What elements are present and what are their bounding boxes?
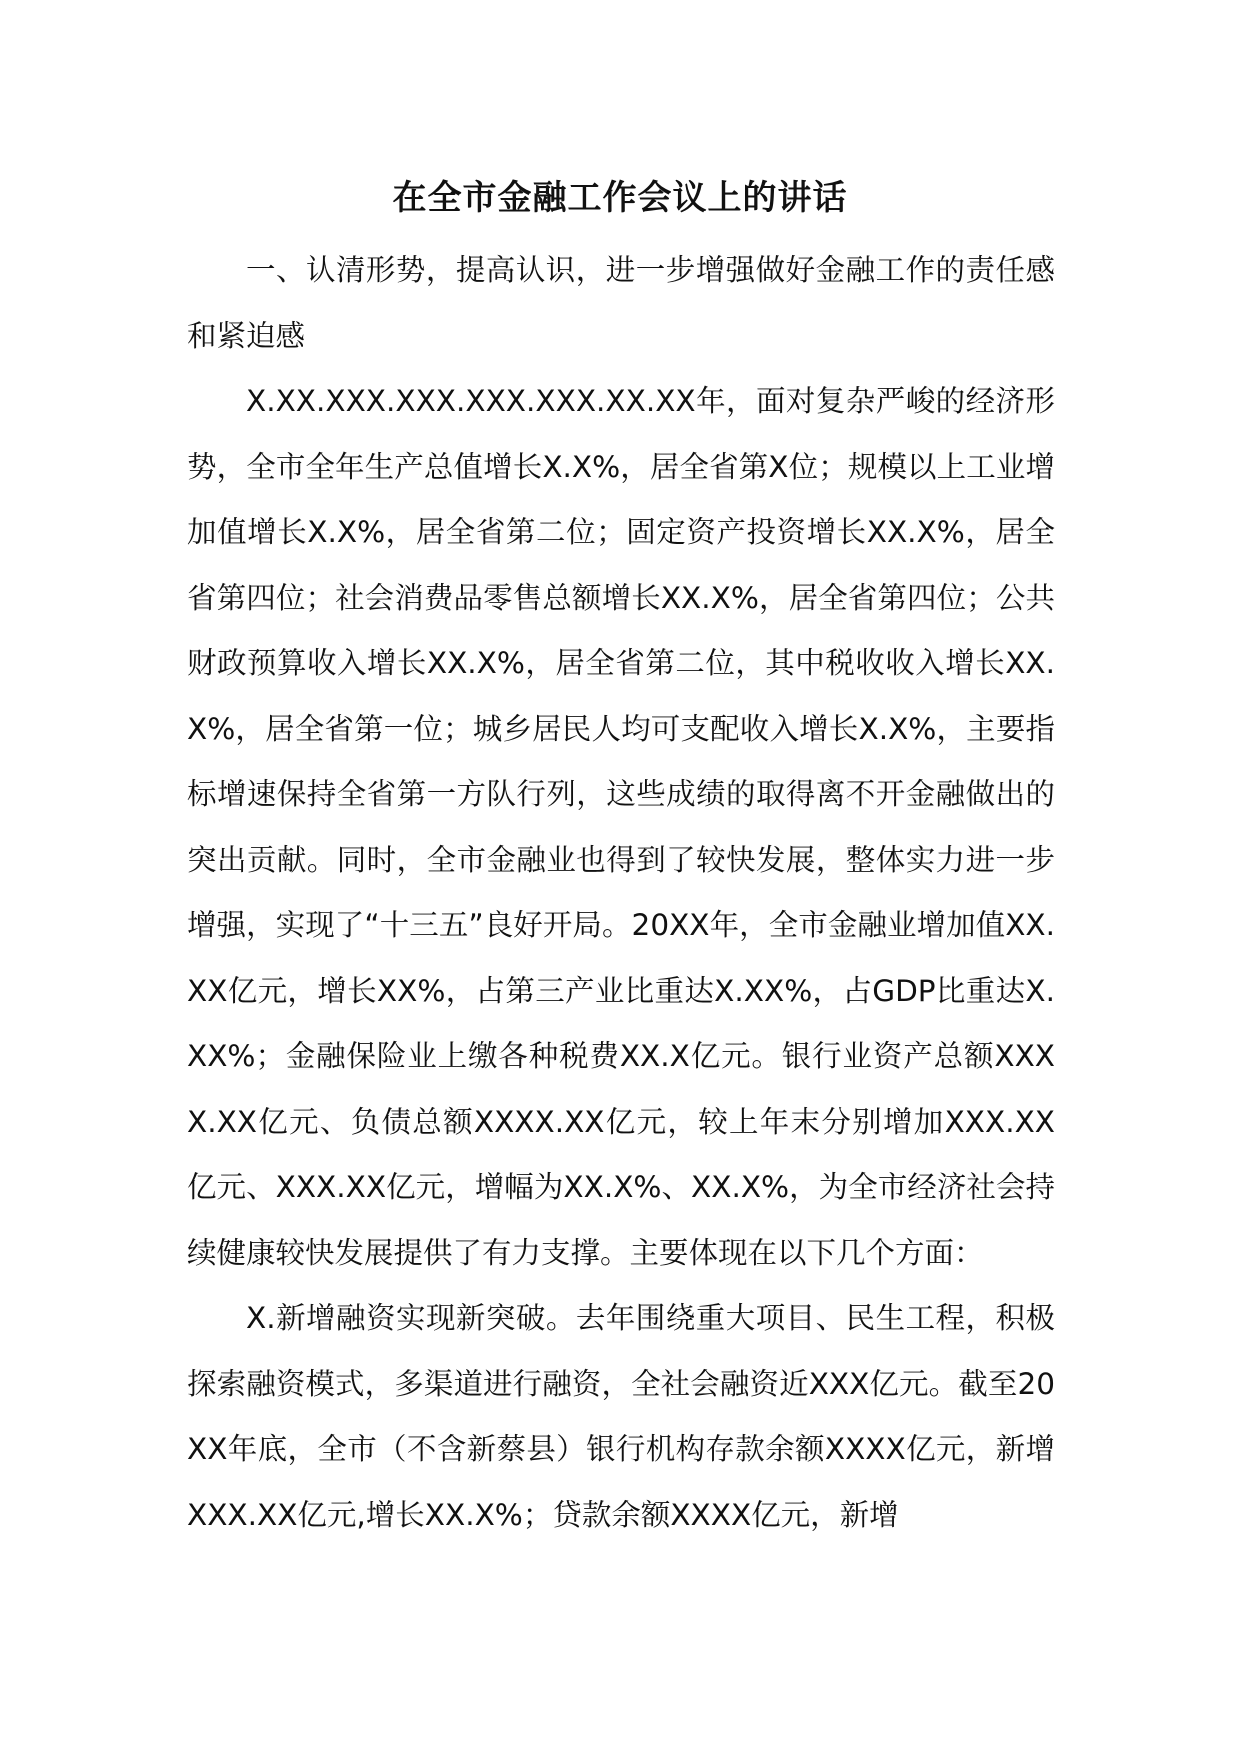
paragraph-section-heading: 一、认清形势，提高认识，进一步增强做好金融工作的责任感和紧迫感: [187, 253, 1055, 353]
document-body: [187, 238, 1055, 1548]
paragraph-economic-overview: X.XX.XXX.XXX.XXX.XXX.XX.XX年，面对复杂严峻的经济形势，全市全年生产总值增长X.X%，居全省第X位；规模以上工业增加值增长X.X%，居全省第二位；固定资产投资增长XX.X%，居全省第四位；社会消费品零售总额增长XX.X%，居全省第四位；公共财政预算收入增长XX.X%，居全省第二位，其中税收收入增长XX.X%，居全省第一位；城乡居民人均可支配收入增长X.X%，主要指标增速保持全省第一方队行列，这些成绩的取得离不开金融做出的突出贡献。同时，全市金融业也得到了较快发展，整体实力进一步增强，实现了“十三五”良好开局。20XX年，全市金融业增加值XX.XX亿元，增长XX%，占第三产业比重达X.XX%，占GDP比重达X.XX%；金融保险业上缴各种税费XX.X亿元。银行业资产总额XXXX.XX亿元、负债总额XXXX.XX亿元，较上年末分别增加XXX.XX亿元、XXX.XX亿元，增幅为XX.X%、XX.X%，为全市经济社会持续健康较快发展提供了有力支撑。主要体现在以下几个方面：: [187, 384, 1055, 1270]
document-title: 在全市金融工作会议上的讲话: [392, 178, 848, 218]
paragraph-financing-breakthrough: X.新增融资实现新突破。去年围绕重大项目、民生工程，积极探索融资模式，多渠道进行融资，全社会融资近XXX亿元。截至20XX年底，全市（不含新蔡县）银行机构存款余额XXXX亿元，新增XXX.XX亿元,增长XX.X%；贷款余额XXXX亿元，新增: [187, 1301, 1055, 1532]
